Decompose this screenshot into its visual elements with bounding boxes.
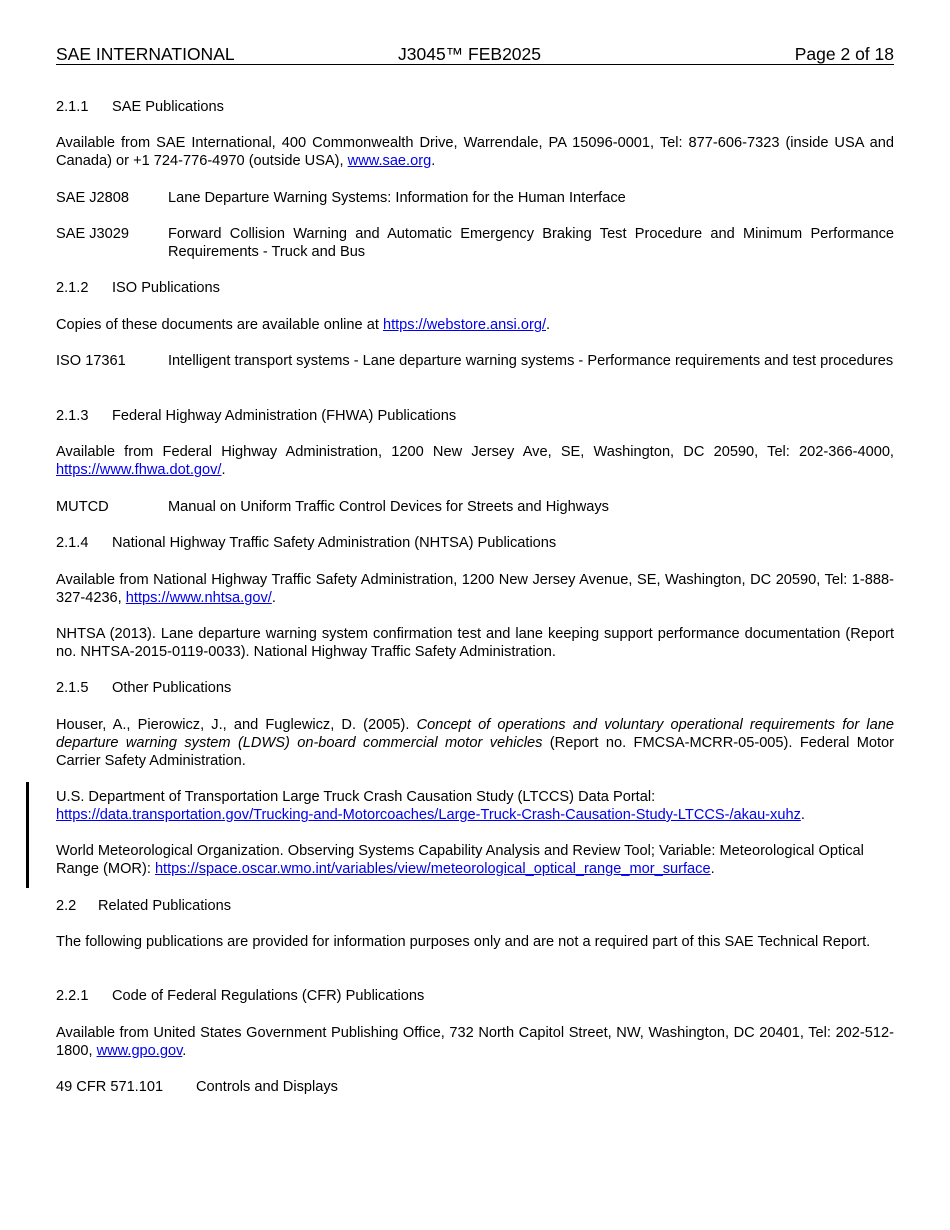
ansi-webstore-link[interactable]: https://webstore.ansi.org/ [382, 317, 546, 333]
header-page-number: Page 2 of 18 [794, 44, 894, 64]
houser-title: Concept of operations and voluntary operational requirements for lane departure warning system (LDWS) on-board commercial motor vehicles [56, 717, 895, 751]
wmo-citation: World Meteorological Organization. Observing Systems Capability Analysis and Review Tool; Variable: Meteorological Optical Range (MOR): https://space.oscar.wmo.int/variables/view/meteorological_optical_range_mor_surface. [56, 843, 864, 877]
section-heading-2-1-1 [56, 98, 894, 116]
revision-change-bar [26, 782, 29, 888]
header-doc-id: J3045™ FEB2025 [398, 44, 542, 64]
reference-49-cfr-571-101 [56, 1078, 894, 1096]
section-title: SAE Publications [112, 99, 224, 115]
page-header [56, 44, 894, 65]
document-page [56, 44, 895, 1095]
reference-title: Intelligent transport systems - Lane departure warning systems - Performance requirements and test procedures [168, 353, 894, 369]
reference-iso-17361 [56, 352, 894, 370]
section-number: 2.1.5 [56, 680, 89, 696]
section-number: 2.2 [56, 898, 77, 914]
reference-sae-j3029 [56, 225, 894, 261]
section-title: Other Publications [112, 680, 232, 696]
fhwa-availability: Available from Federal Highway Administration, 1200 New Jersey Ave, SE, Washington, DC 20590, Tel: 202-366-4000, https://www.fhwa.dot.gov/. [56, 444, 894, 478]
nhtsa-citation: NHTSA (2013). Lane departure warning system confirmation test and lane keeping support performance documentation (Report no. NHTSA-2015-0119-0033). National Highway Traffic Safety Administration. [56, 626, 894, 660]
sae-availability: Available from SAE International, 400 Commonwealth Drive, Warrendale, PA 15096-0001, Tel: 877-606-7323 (inside USA and Canada) or +1 724-776-4970 (outside USA), www.sae.org. [56, 135, 894, 169]
reference-code: SAE J3029 [56, 226, 130, 242]
header-org: SAE INTERNATIONAL [56, 44, 235, 64]
section-number: 2.2.1 [56, 988, 89, 1004]
nhtsa-availability: Available from National Highway Traffic Safety Administration, 1200 New Jersey Avenue, SE, Washington, DC 20590, Tel: 1-888-327-4236, https://www.nhtsa.gov/. [56, 572, 894, 606]
reference-code: MUTCD [56, 499, 109, 515]
nhtsa-link[interactable]: https://www.nhtsa.gov/ [125, 590, 272, 606]
ltccs-link[interactable]: https://data.transportation.gov/Trucking-and-Motorcoaches/Large-Truck-Crash-Causation-Study-LTCCS-/akau-xuhz [56, 807, 801, 823]
wmo-link[interactable]: https://space.oscar.wmo.int/variables/view/meteorological_optical_range_mor_surface [154, 861, 711, 877]
section-heading-2-1-4 [56, 534, 894, 552]
section-heading-2-1-3 [56, 407, 894, 425]
reference-sae-j2808 [56, 189, 894, 207]
iso-availability: Copies of these documents are available online at https://webstore.ansi.org/. [56, 317, 551, 333]
reference-title: Controls and Displays [196, 1079, 338, 1095]
reference-title: Forward Collision Warning and Automatic Emergency Braking Test Procedure and Minimum Performance Requirements - Truck and Bus [168, 226, 894, 260]
section-number: 2.1.4 [56, 535, 89, 551]
reference-title: Lane Departure Warning Systems: Information for the Human Interface [168, 190, 626, 206]
section-number: 2.1.1 [56, 99, 89, 115]
reference-code: SAE J2808 [56, 190, 130, 206]
section-title: Federal Highway Administration (FHWA) Publications [112, 408, 457, 424]
section-heading-2-2 [56, 897, 894, 915]
houser-citation: Houser, A., Pierowicz, J., and Fuglewicz, D. (2005). Concept of operations and voluntary operational requirements for lane departure warning system (LDWS) on-board commercial motor vehicles (Report no. FMCSA-MCRR-05-005). Federal Motor Carrier Safety Administration. [56, 717, 895, 769]
section-number: 2.1.2 [56, 280, 89, 296]
reference-code: ISO 17361 [56, 353, 126, 369]
section-title: National Highway Traffic Safety Administration (NHTSA) Publications [112, 535, 557, 551]
ltccs-citation: U.S. Department of Transportation Large Truck Crash Causation Study (LTCCS) Data Portal: https://data.transportation.gov/Trucking-and-Motorcoaches/Large-Truck-Crash-Causation-Study-LTCCS-/akau-xuhz. [56, 789, 805, 823]
gpo-availability: Available from United States Government Publishing Office, 732 North Capitol Street, NW, Washington, DC 20401, Tel: 202-512-1800, www.gpo.gov. [56, 1025, 894, 1059]
section-title: Related Publications [98, 898, 232, 914]
gpo-link[interactable]: www.gpo.gov [96, 1043, 183, 1059]
reference-title: Manual on Uniform Traffic Control Devices for Streets and Highways [168, 499, 609, 515]
section-heading-2-2-1 [56, 987, 894, 1005]
related-publications-text: The following publications are provided for information purposes only and are not a required part of this SAE Technical Report. [56, 934, 871, 950]
fhwa-link[interactable]: https://www.fhwa.dot.gov/ [56, 462, 222, 478]
sae-link[interactable]: www.sae.org [347, 153, 432, 169]
section-heading-2-1-2 [56, 279, 894, 297]
section-number: 2.1.3 [56, 408, 89, 424]
reference-code: 49 CFR 571.101 [56, 1079, 164, 1095]
reference-mutcd [56, 498, 894, 516]
section-title: ISO Publications [112, 280, 220, 296]
section-title: Code of Federal Regulations (CFR) Publications [112, 988, 425, 1004]
section-heading-2-1-5 [56, 679, 894, 697]
